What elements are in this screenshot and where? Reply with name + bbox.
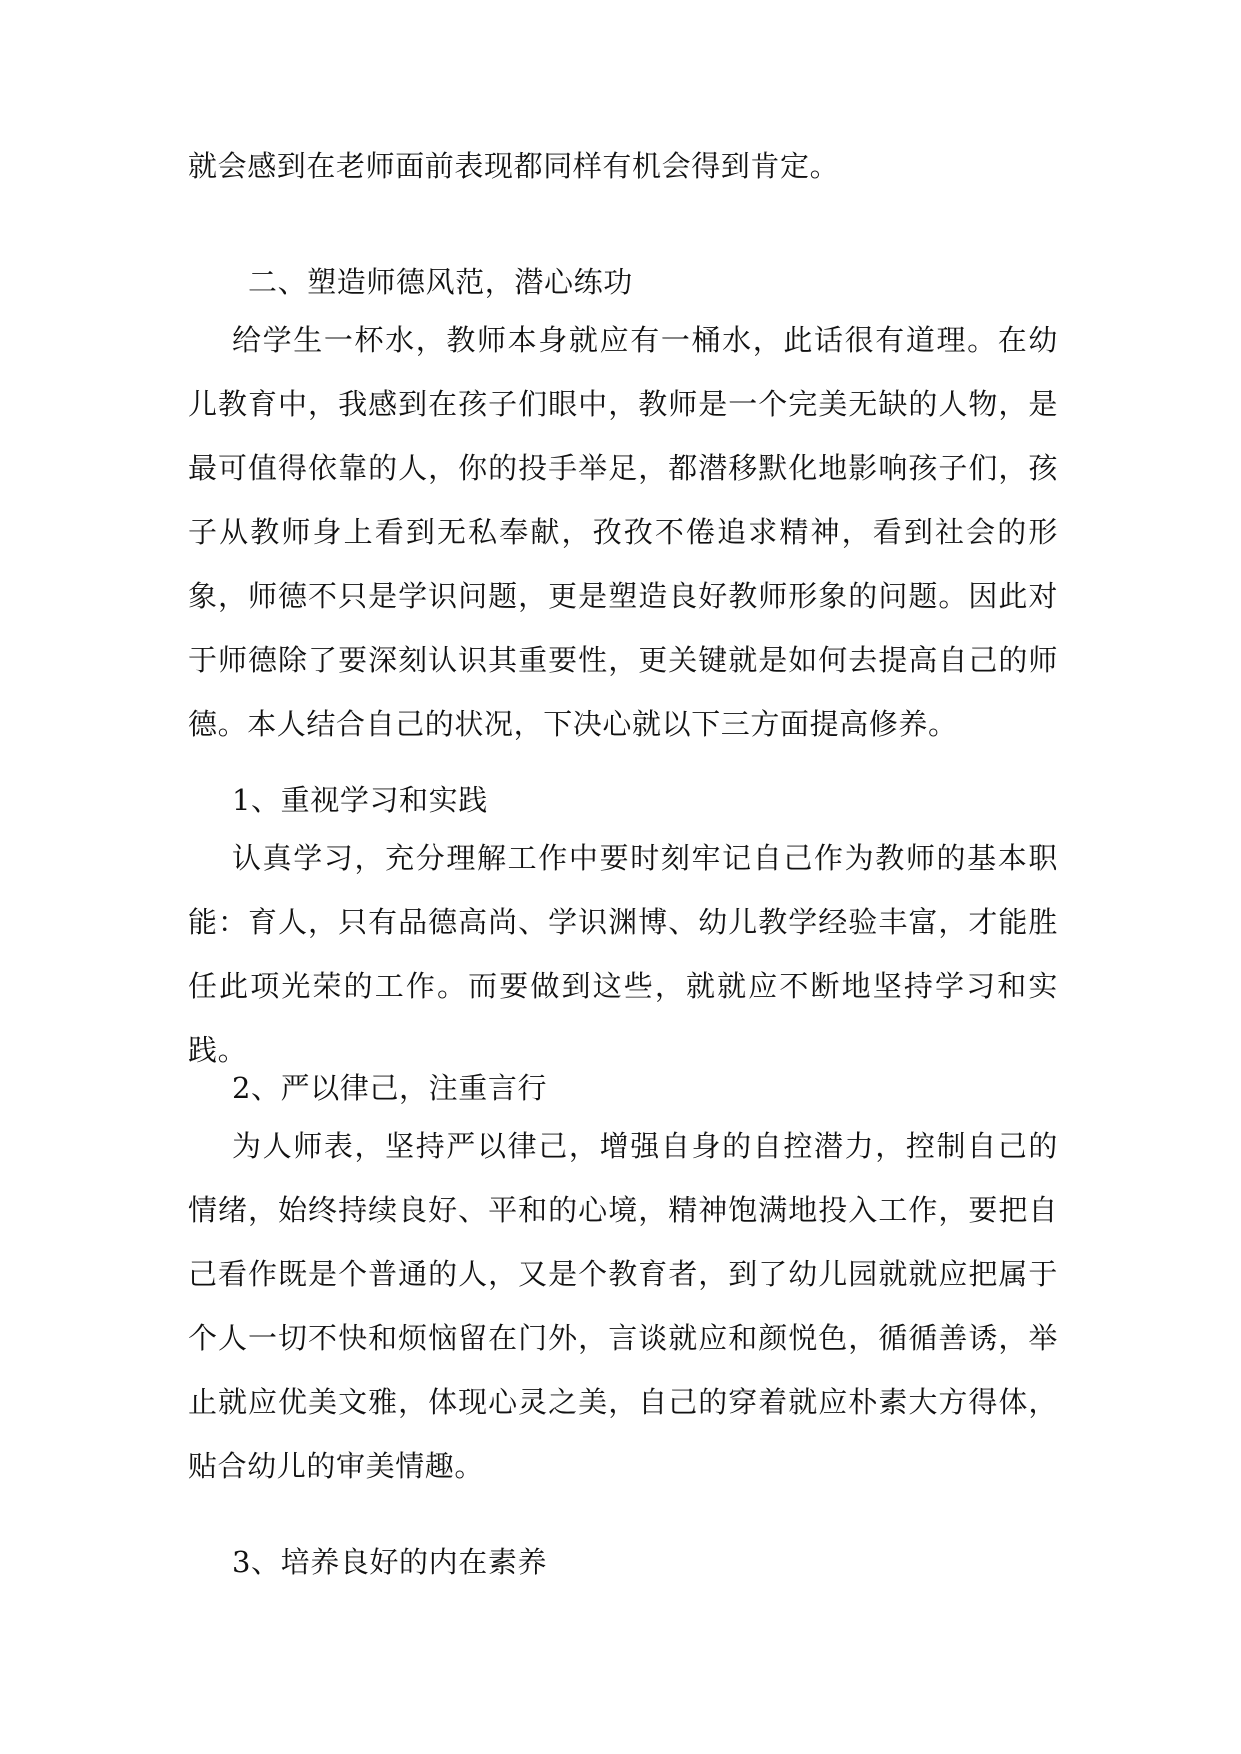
- sub-heading-2: 2、严以律己，注重言行: [232, 1071, 548, 1105]
- section-heading-two: 二、塑造师德风范，潜心练功: [248, 265, 633, 299]
- sub-heading-1: 1、重视学习和实践: [232, 783, 488, 817]
- sub-2-paragraph: 为人师表，坚持严以律己，增强自身的自控潜力，控制自己的情绪，始终持续良好、平和的心境，精神饱满地投入工作，要把自己看作既是个普通的人，又是个教育者，到了幼儿园就就应把属于个人一切不快和烦恼留在门外，言谈就应和颜悦色，循循善诱，举止就应优美文雅，体现心灵之美，自己的穿着就应朴素大方得体，贴合幼儿的审美情趣。: [188, 1129, 1058, 1483]
- section-two-paragraph: 给学生一杯水，教师本身就应有一桶水，此话很有道理。在幼儿教育中，我感到在孩子们眼中，教师是一个完美无缺的人物，是最可值得依靠的人，你的投手举足，都潜移默化地影响孩子们，孩子从教师身上看到无私奉献，孜孜不倦追求精神，看到社会的形象，师德不只是学识问题，更是塑造良好教师形象的问题。因此对于师德除了要深刻认识其重要性，更关键就是如何去提高自己的师德。本人结合自己的状况，下决心就以下三方面提高修养。: [188, 323, 1058, 741]
- continuation-paragraph: 就会感到在老师面前表现都同样有机会得到肯定。: [188, 149, 840, 183]
- sub-1-paragraph: 认真学习，充分理解工作中要时刻牢记自己作为教师的基本职能：育人，只有品德高尚、学识渊博、幼儿教学经验丰富，才能胜任此项光荣的工作。而要做到这些，就就应不断地坚持学习和实践。: [188, 841, 1058, 1067]
- sub-heading-3: 3、培养良好的内在素养: [232, 1545, 548, 1579]
